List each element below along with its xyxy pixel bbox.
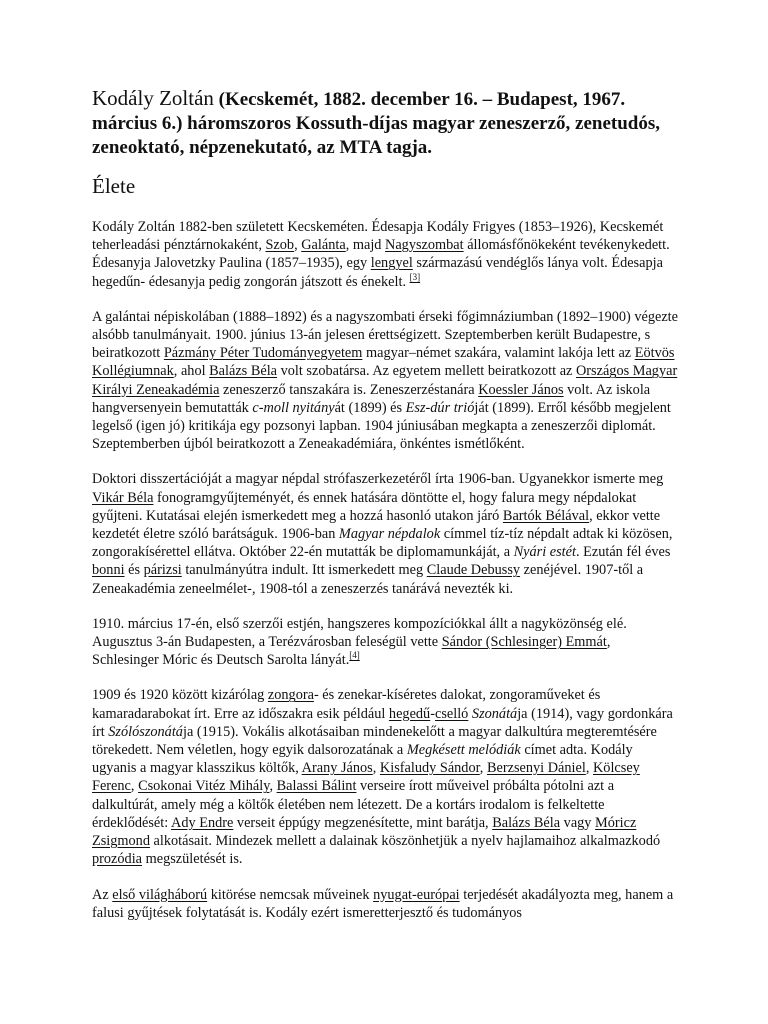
inline-link[interactable]: Galánta <box>301 237 346 254</box>
text-run: ja (1915). Vokális alkotásaiban mindenekelőtt a magyar dalkultúra megteremtésére törekedett. Nem véletlen, hogy egyik dalsorozatának a <box>92 723 657 759</box>
paragraph <box>92 686 678 868</box>
document-page <box>92 86 678 939</box>
text-run: , <box>585 760 593 777</box>
text-run: származású vendéglős lánya volt. Édesapja hegedűn- édesanyja pedig zongorán játszott és énekelt. <box>92 255 663 290</box>
article-body <box>92 218 678 922</box>
inline-link[interactable]: Pázmány Péter Tudományegyetem <box>163 345 363 362</box>
inline-link[interactable]: Bartók Bélával <box>502 507 590 524</box>
italic-title: c-moll nyitány <box>252 399 335 416</box>
italic-title: Nyári estét <box>513 544 576 561</box>
inline-link[interactable]: nyugat-európai <box>373 886 460 903</box>
inline-link[interactable]: Berzsenyi Dániel <box>486 760 586 777</box>
footnote-ref[interactable] <box>410 272 421 282</box>
inline-link[interactable]: Balázs Béla <box>492 814 561 831</box>
text-run: , <box>269 778 277 795</box>
text-run: , <box>372 760 380 777</box>
inline-link[interactable]: Országos Magyar Királyi Zeneakadémia <box>92 363 678 398</box>
paragraph <box>92 218 678 291</box>
inline-link[interactable]: Móricz Zsigmond <box>92 814 637 850</box>
text-run: zeneszerző tanszakára is. Zeneszerzéstanára <box>219 381 479 398</box>
inline-link[interactable]: prozódia <box>92 851 143 868</box>
inline-link[interactable]: Vikár Béla <box>92 489 154 506</box>
text-run: magyar–német szakára, valamint lakója lett az <box>362 345 635 362</box>
text-run: és <box>124 562 144 579</box>
text-run: verseire írott műveivel próbálta pótolni azt a dalkultúrát, amely még a költők életében nem létezett. De a kortárs irodalom is felkeltette érdeklődését: <box>92 778 615 831</box>
text-run: állomásfőnökeként tevékenykedett. Édesanyja Jalovetzky Paulina (1857–1935), egy <box>92 237 670 272</box>
text-run: alkotásait. Mindezek mellett a dalainak köszönhetjük a nyelv hajlamaihoz alkalmazkodó <box>149 833 661 850</box>
inline-link[interactable]: Kölcsey Ferenc <box>92 760 640 795</box>
inline-link[interactable]: Balassi Bálint <box>276 778 357 795</box>
italic-title: Magyar népdalok <box>338 526 441 543</box>
italic-title: Megkésett melódiák <box>406 742 521 759</box>
inline-link[interactable]: Claude Debussy <box>426 562 521 579</box>
text-run: Kodály Zoltán 1882-ben született Kecskeméten. Édesapja Kodály Frigyes (1853–1926), Kecskemét teherleadási pénztárnokaként, <box>92 219 664 254</box>
paragraph <box>92 308 678 454</box>
paragraph <box>92 615 678 670</box>
text-run: , majd <box>345 237 386 254</box>
inline-link[interactable]: párizsi <box>143 562 182 579</box>
inline-link[interactable]: cselló <box>434 705 469 722</box>
text-run: ját (1899). Erről később megjelent legelső (igen jó) kritikája egy pozsonyi lapban. 1904 júniusában megkapta a zeneszerzői diplomát. Szeptemberben újból beiratkozott a Zeneakadémiára, önkéntes ismétlőként. <box>92 399 671 453</box>
text-run: át (1899) és <box>334 399 406 416</box>
text-run: volt szobatársa. Az egyetem mellett beiratkozott az <box>277 363 576 380</box>
inline-link[interactable]: lengyel <box>370 255 413 272</box>
italic-title: Esz-dúr trió <box>405 399 475 416</box>
text-run: , <box>294 237 302 254</box>
paragraph <box>92 886 678 922</box>
inline-link[interactable]: Csokonai Vitéz Mihály <box>138 778 270 795</box>
text-run: ja (1914), vagy gordonkára írt <box>92 705 673 740</box>
citation-link[interactable]: [4] <box>349 650 360 661</box>
text-run: , Schlesinger Móric és Deutsch Sarolta lányát. <box>92 634 611 669</box>
text-run: , ahol <box>173 363 210 380</box>
paragraph <box>92 470 678 597</box>
text-run: , <box>130 778 139 795</box>
italic-title: Szólószonátá <box>108 723 183 740</box>
inline-link[interactable]: Kisfaludy Sándor <box>379 760 480 777</box>
inline-link[interactable]: Ady Endre <box>171 814 234 831</box>
text-run: vagy <box>560 814 596 831</box>
footnote-ref[interactable] <box>349 650 360 660</box>
text-run: - és zenekar-kíséretes dalokat, zongoraműveket és kamaradarabokat írt. Erre az időszakra esik például <box>92 687 601 722</box>
text-run: A galántai népiskolában (1888–1892) és a nagyszombati érseki főgimnáziumban (1892–1900) végezte alsóbb tanulmányait. 1900. június 13-án jelesen érettségizett. Szeptemberben került Budapestre, s beiratkozott <box>92 308 679 362</box>
text-run: Az <box>92 886 113 903</box>
text-run: zenéjével. 1907-től a Zeneakadémia zeneelmélet-, 1908-tól a zeneszerzés tanárává nevezték ki. <box>92 562 644 597</box>
inline-link[interactable]: Sándor (Schlesinger) Emmát <box>441 634 607 651</box>
text-run: címmel tíz-tíz népdalt adtak ki közösen, zongorakísérettel ellátva. Október 22-én mutatták be diplomamunkáját, a <box>92 526 673 561</box>
section-heading: Élete <box>92 174 136 198</box>
lead-text: (Kecskemét, 1882. december 16. – Budapest, 1967. március 6.) háromszoros Kossuth-díjas magyar zeneszerző, zenetudós, zeneoktató, népzenekutató, az MTA tagja. <box>92 89 661 158</box>
text-run: 1909 és 1920 között kizárólag <box>92 687 268 704</box>
text-run: 1910. március 17-én, első szerzői estjén, hangszeres kompozíciókkal állt a nagyközönség elé. Augusztus 3-án Budapesten, a Terézvárosban feleségül vette <box>92 615 627 651</box>
subject-name: Kodály Zoltán <box>92 86 214 110</box>
text-run: címet adta. Kodály ugyanis a magyar klasszikus költők, <box>92 742 633 777</box>
inline-link[interactable]: Nagyszombat <box>385 237 464 254</box>
text-run: volt. Az iskola hangversenyein bemutatták <box>92 381 651 416</box>
text-run: , ekkor vette kezdetét életre szóló barátságuk. 1906-ban <box>92 507 661 543</box>
inline-link[interactable]: Koessler János <box>478 381 564 398</box>
inline-link[interactable]: bonni <box>92 562 125 579</box>
text-run: kitörése nemcsak műveinek <box>207 886 374 903</box>
inline-link[interactable]: zongora <box>267 687 314 704</box>
italic-title: Szonátá <box>471 705 518 722</box>
inline-link[interactable]: Eötvös Kollégiumnak <box>92 345 675 380</box>
text-run: megszületését is. <box>142 851 243 868</box>
inline-link[interactable]: Szob <box>265 237 295 254</box>
text-run: - <box>430 705 435 722</box>
inline-link[interactable]: hegedű <box>388 705 431 722</box>
text-run: verseit éppúgy megzenésítette, mint barátja, <box>233 814 493 831</box>
text-run: tanulmányútra indult. Itt ismerkedett meg <box>181 562 427 579</box>
text-run: . Ezután fél éves <box>575 544 671 561</box>
lead-paragraph <box>92 86 678 160</box>
inline-link[interactable]: Balázs Béla <box>209 363 278 380</box>
inline-link[interactable]: első világháború <box>112 886 208 903</box>
text-run: fonogramgyűjteményét, és ennek hatására döntötte el, hogy falura megy népdalokat gyűjteni. Kutatásai elején ismerkedett meg a hozzá hasonló utakon járó <box>92 489 637 524</box>
text-run: terjedését akadályozta meg, hanem a falusi gyűjtések folytatását is. Kodály ezért ismeretterjesztő és tudományos <box>92 886 674 921</box>
inline-link[interactable]: Arany János <box>301 760 373 777</box>
text-run: , <box>479 760 487 777</box>
text-run: Doktori disszertációját a magyar népdal strófaszerkezetéről írta 1906-ban. Ugyanekkor ismerte meg <box>92 471 664 488</box>
citation-link[interactable]: [3] <box>409 271 421 282</box>
